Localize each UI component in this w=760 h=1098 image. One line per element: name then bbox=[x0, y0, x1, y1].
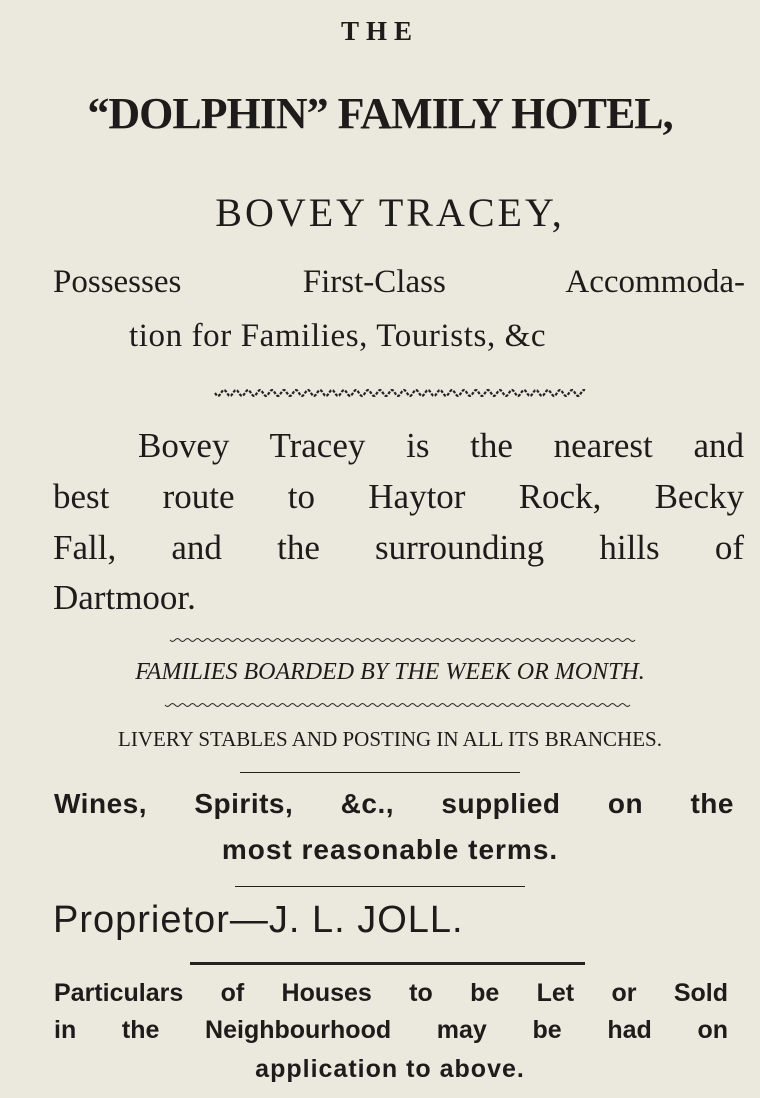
paragraph-line-2: best route to Haytor Rock, Becky bbox=[53, 477, 744, 516]
livery-stables-line: LIVERY STABLES AND POSTING IN ALL ITS BRANCHES. bbox=[118, 727, 662, 751]
proprietor-line: Proprietor—J. L. JOLL. bbox=[53, 899, 464, 941]
particulars-line-3: application to above. bbox=[255, 1055, 525, 1083]
wavy-divider-thin bbox=[165, 699, 630, 711]
families-boarded-line: FAMILIES BOARDED BY THE WEEK OR MONTH. bbox=[135, 659, 645, 685]
intro-line-1: Possesses First-Class Accommoda- bbox=[53, 264, 745, 300]
paragraph-line-4: Dartmoor. bbox=[53, 578, 196, 617]
the-heading: THE bbox=[340, 16, 420, 46]
wines-line-1: Wines, Spirits, &c., supplied on the bbox=[54, 788, 734, 819]
town-name: BOVEY TRACEY, bbox=[215, 190, 565, 235]
particulars-line-1: Particulars of Houses to be Let or Sold bbox=[54, 979, 728, 1007]
paragraph-line-3: Fall, and the surrounding hills of bbox=[53, 528, 744, 567]
hotel-title: “DOLPHIN” FAMILY HOTEL, bbox=[87, 89, 673, 138]
divider-rule bbox=[235, 886, 525, 887]
thick-divider-rule bbox=[190, 962, 585, 965]
particulars-line-2: in the Neighbourhood may be had on bbox=[54, 1016, 728, 1044]
wines-line-2: most reasonable terms. bbox=[221, 834, 559, 865]
divider-rule bbox=[240, 772, 520, 773]
wavy-divider bbox=[215, 387, 585, 399]
paragraph-line-1: Bovey Tracey is the nearest and bbox=[138, 426, 744, 465]
wavy-divider-thin bbox=[170, 634, 635, 646]
intro-line-2: tion for Families, Tourists, &c bbox=[129, 318, 547, 354]
